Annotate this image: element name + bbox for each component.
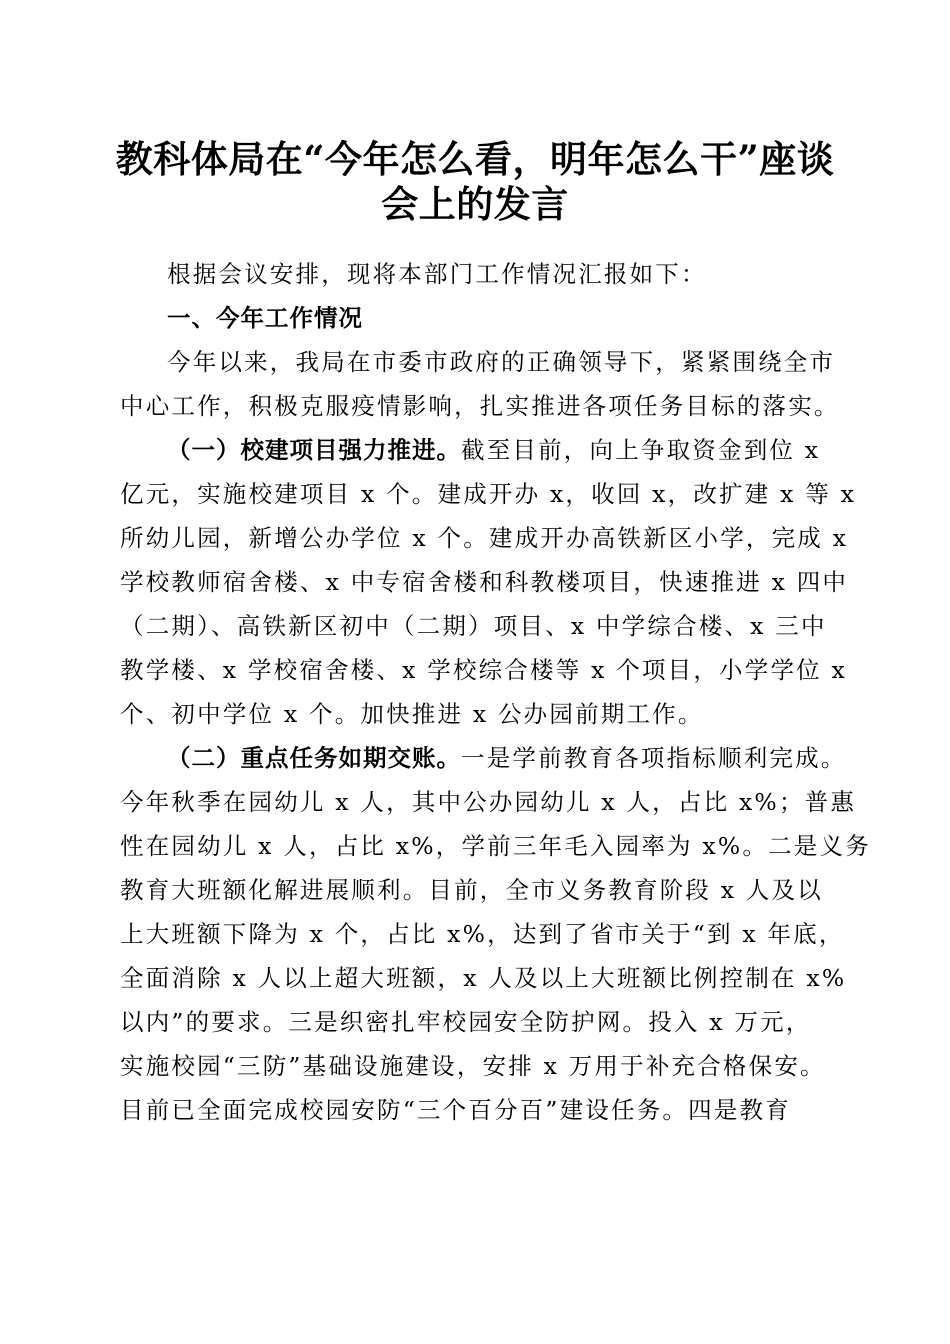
paragraph-line — [120, 736, 847, 780]
paragraph-line: 今年秋季在园幼儿 x 人，其中公办园幼儿 x 人，占比 x%；普惠 — [120, 788, 857, 816]
paragraph-lead: （一）校建项目强力推进。 — [167, 436, 461, 464]
paragraph-line: 教学楼、x 学校宿舍楼、x 学校综合楼等 x 个项目，小学学位 x — [120, 656, 847, 684]
paragraph-text: 一是学前教育各项指标顺利完成。 — [461, 744, 847, 772]
paragraph-line: 亿元，实施校建项目 x 个。建成开办 x，收回 x，改扩建 x 等 x — [120, 480, 857, 508]
paragraph-line: 个、初中学位 x 个。加快推进 x 公办园前期工作。 — [120, 700, 704, 728]
paragraph-line: 以内”的要求。三是织密扎牢校园安全防护网。投入 x 万元， — [120, 1008, 812, 1036]
paragraph-line: 中心工作，积极克服疫情影响，扎实推进各项任务目标的落实。 — [120, 392, 840, 420]
title-line-2: 会上的发言 — [381, 182, 569, 226]
paragraph-line: 目前已全面完成校园安防“三个百分百”建设任务。四是教育 — [120, 1096, 791, 1124]
intro-paragraph: 根据会议安排，现将本部门工作情况汇报如下： — [167, 260, 707, 288]
paragraph-overview — [120, 340, 840, 428]
paragraph-line: 今年以来，我局在市委市政府的正确领导下，紧紧围绕全市 — [167, 348, 836, 376]
paragraph-line: 全面消除 x 人以上超大班额，x 人及以上大班额比例控制在 x% — [120, 964, 847, 992]
paragraph-text: 截至目前，向上争取资金到位 x — [461, 436, 821, 464]
paragraph-line: 教育大班额化解进展顺利。目前，全市义务教育阶段 x 人及以 — [120, 876, 823, 904]
document-title — [100, 137, 850, 227]
paragraph-line: 学校教师宿舍楼、x 中专宿舍楼和科教楼项目，快速推进 x 四中 — [120, 568, 849, 596]
paragraph-key-tasks — [120, 736, 871, 1132]
paragraph-line: 所幼儿园，新增公办学位 x 个。建成开办高铁新区小学，完成 x — [120, 524, 849, 552]
paragraph-line: 实施校园“三防”基础设施建设，安排 x 万用于补充合格保安。 — [120, 1052, 826, 1080]
paragraph-lead: （二）重点任务如期交账。 — [167, 744, 461, 772]
paragraph-line: 性在园幼儿 x 人，占比 x%，学前三年毛入园率为 x%。二是义务 — [120, 832, 871, 860]
paragraph-line: 上大班额下降为 x 个，占比 x%，达到了省市关于“到 x 年底， — [120, 920, 845, 948]
document-body — [120, 252, 871, 1132]
paragraph-line — [120, 428, 830, 472]
paragraph-school-construction — [120, 428, 857, 736]
title-line-1: 教科体局在“今年怎么看，明年怎么干”座谈 — [115, 137, 835, 181]
section-heading-1: 一、今年工作情况 — [167, 304, 363, 332]
paragraph-line: （二期）、高铁新区初中（二期）项目、x 中学综合楼、x 三中 — [120, 612, 827, 640]
